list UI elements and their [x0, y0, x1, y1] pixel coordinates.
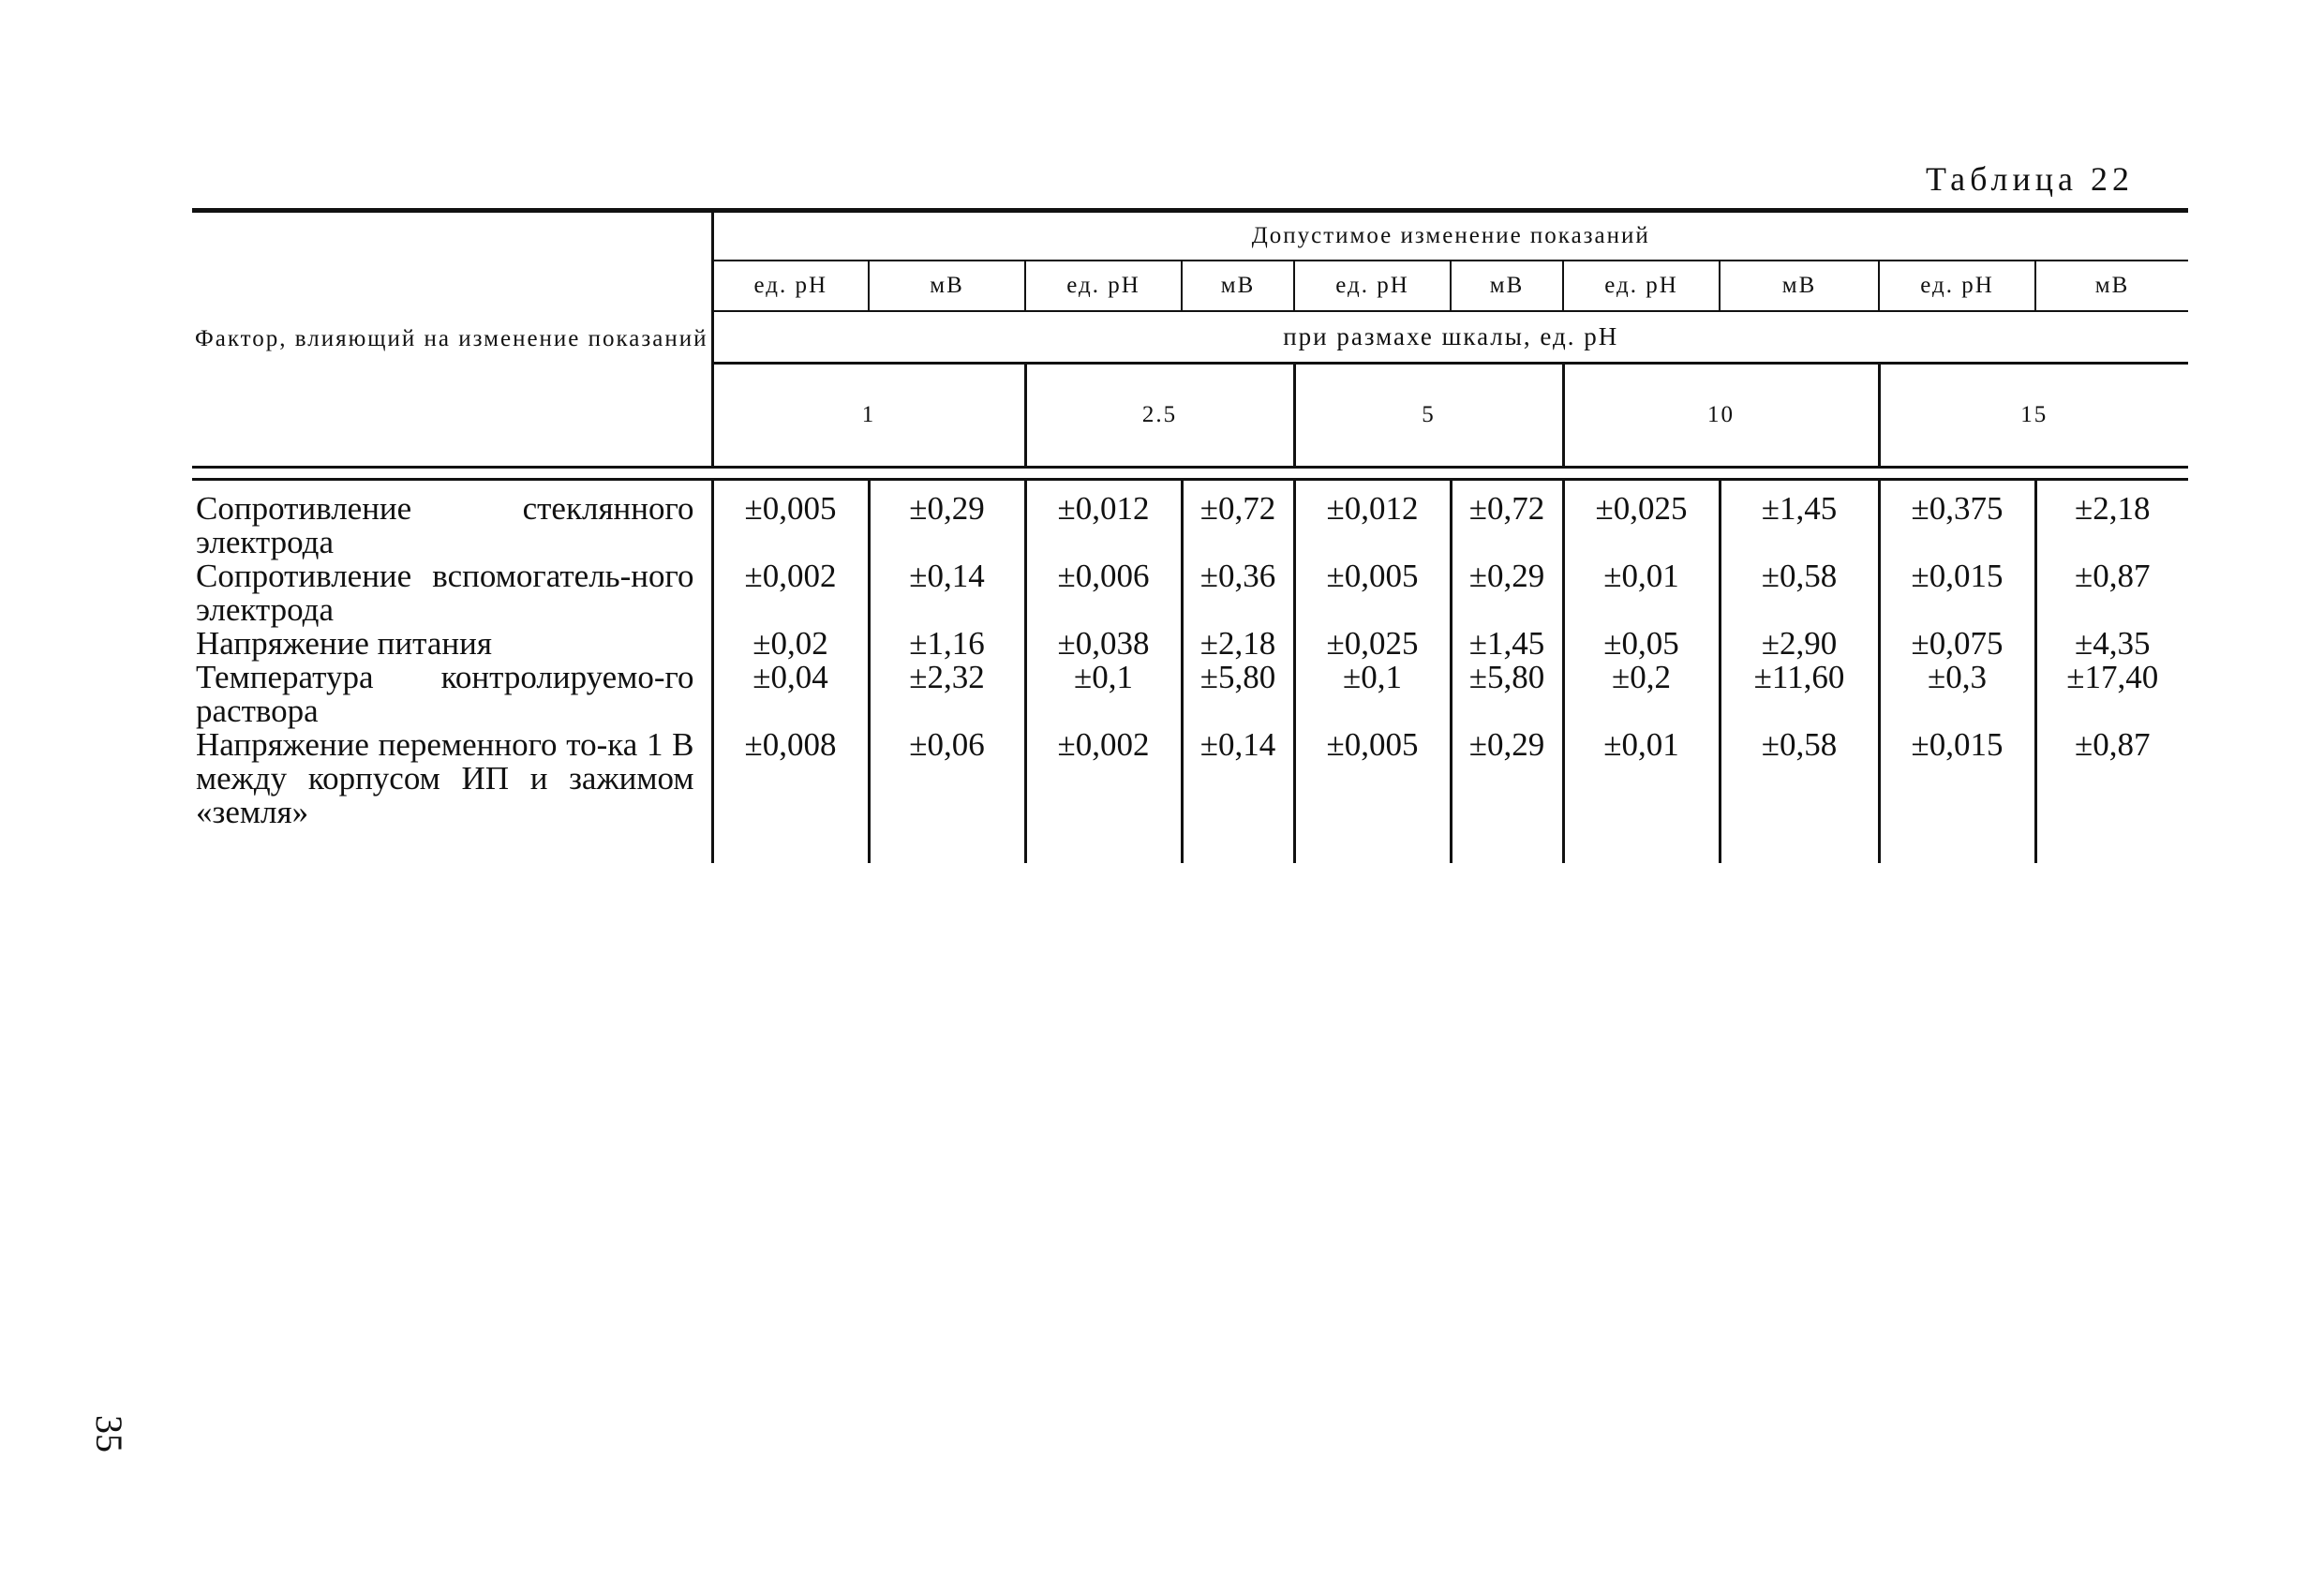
value-cell: ±0,012 [1025, 480, 1182, 560]
value-cell: ±1,45 [1720, 480, 1879, 560]
value-cell: ±4,35 [2035, 627, 2188, 661]
unit-header: мВ [1720, 261, 1879, 311]
table-row [192, 728, 2188, 863]
value-cell: ±0,1 [1294, 661, 1451, 728]
value-cell: ±0,36 [1182, 559, 1294, 627]
unit-header: ед. рН [1563, 261, 1720, 311]
factor-cell: Сопротивление вспомогатель-ного электрода [196, 558, 694, 628]
value-cell: ±0,87 [2035, 559, 2188, 627]
value-cell: ±0,29 [869, 480, 1025, 560]
value-cell: ±0,002 [1025, 728, 1182, 863]
page-number: 35 [88, 1415, 130, 1452]
unit-header: ед. рН [712, 261, 869, 311]
value-cell: ±0,005 [712, 480, 869, 560]
factor-cell: Температура контролируемо-го раствора [196, 659, 694, 729]
table-row [192, 480, 2188, 560]
value-cell: ±0,025 [1294, 627, 1451, 661]
factor-cell: Напряжение переменного то-ка 1 В между корпусом ИП и зажимом «земля» [196, 726, 694, 830]
value-cell: ±0,29 [1451, 559, 1563, 627]
value-cell: ±1,45 [1451, 627, 1563, 661]
value-cell: ±0,58 [1720, 728, 1879, 863]
value-cell: ±0,06 [869, 728, 1025, 863]
value-cell: ±0,038 [1025, 627, 1182, 661]
value-cell: ±0,1 [1025, 661, 1182, 728]
value-cell: ±0,005 [1294, 559, 1451, 627]
value-cell: ±0,14 [869, 559, 1025, 627]
value-cell: ±0,015 [1879, 728, 2035, 863]
value-cell: ±0,006 [1025, 559, 1182, 627]
value-cell: ±0,72 [1451, 480, 1563, 560]
value-cell: ±0,2 [1563, 661, 1720, 728]
unit-header: мВ [2035, 261, 2188, 311]
factor-cell: Сопротивление стеклянного электрода [196, 490, 694, 560]
scale-span-header: 2.5 [1025, 363, 1294, 467]
value-cell: ±0,002 [712, 559, 869, 627]
table-caption: Таблица 22 [1926, 160, 2134, 198]
value-cell: ±0,025 [1563, 480, 1720, 560]
value-cell: ±0,008 [712, 728, 869, 863]
value-cell: ±0,58 [1720, 559, 1879, 627]
scale-span-header: 10 [1563, 363, 1879, 467]
data-table [192, 208, 2188, 863]
value-cell: ±0,72 [1182, 480, 1294, 560]
value-cell: ±0,015 [1879, 559, 2035, 627]
value-cell: ±2,18 [2035, 480, 2188, 560]
scale-span-header: 5 [1294, 363, 1563, 467]
table-row [192, 661, 2188, 728]
data-table-container [192, 208, 2188, 863]
value-cell: ±5,80 [1451, 661, 1563, 728]
factor-cell: Напряжение питания [196, 625, 492, 662]
value-cell: ±0,14 [1182, 728, 1294, 863]
unit-header: ед. рН [1025, 261, 1182, 311]
value-cell: ±0,375 [1879, 480, 2035, 560]
unit-header: ед. рН [1879, 261, 2035, 311]
factor-column-header: Фактор, влияющий на изменение показаний [192, 211, 712, 468]
value-cell: ±17,40 [2035, 661, 2188, 728]
table-header [192, 211, 2188, 480]
value-cell: ±0,075 [1879, 627, 2035, 661]
value-cell: ±0,3 [1879, 661, 2035, 728]
value-cell: ±0,005 [1294, 728, 1451, 863]
value-cell: ±0,01 [1563, 559, 1720, 627]
table-body [192, 480, 2188, 864]
table-row [192, 559, 2188, 627]
scale-span-header: 15 [1879, 363, 2188, 467]
table-row [192, 627, 2188, 661]
unit-header: мВ [869, 261, 1025, 311]
value-cell: ±0,05 [1563, 627, 1720, 661]
value-cell: ±2,18 [1182, 627, 1294, 661]
value-cell: ±0,02 [712, 627, 869, 661]
value-cell: ±2,32 [869, 661, 1025, 728]
value-cell: ±0,01 [1563, 728, 1720, 863]
value-cell: ±0,87 [2035, 728, 2188, 863]
unit-header: ед. рН [1294, 261, 1451, 311]
value-cell: ±11,60 [1720, 661, 1879, 728]
header-separator [192, 468, 2188, 480]
unit-header: мВ [1182, 261, 1294, 311]
value-cell: ±0,29 [1451, 728, 1563, 863]
value-cell: ±0,012 [1294, 480, 1451, 560]
value-cell: ±1,16 [869, 627, 1025, 661]
scale-span-header: 1 [861, 401, 876, 427]
allowed-change-header: Допустимое изменение показаний [712, 211, 2188, 261]
scale-range-header: при размахе шкалы, ед. рН [712, 311, 2188, 363]
value-cell: ±5,80 [1182, 661, 1294, 728]
value-cell: ±2,90 [1720, 627, 1879, 661]
unit-header: мВ [1451, 261, 1563, 311]
value-cell: ±0,04 [712, 661, 869, 728]
